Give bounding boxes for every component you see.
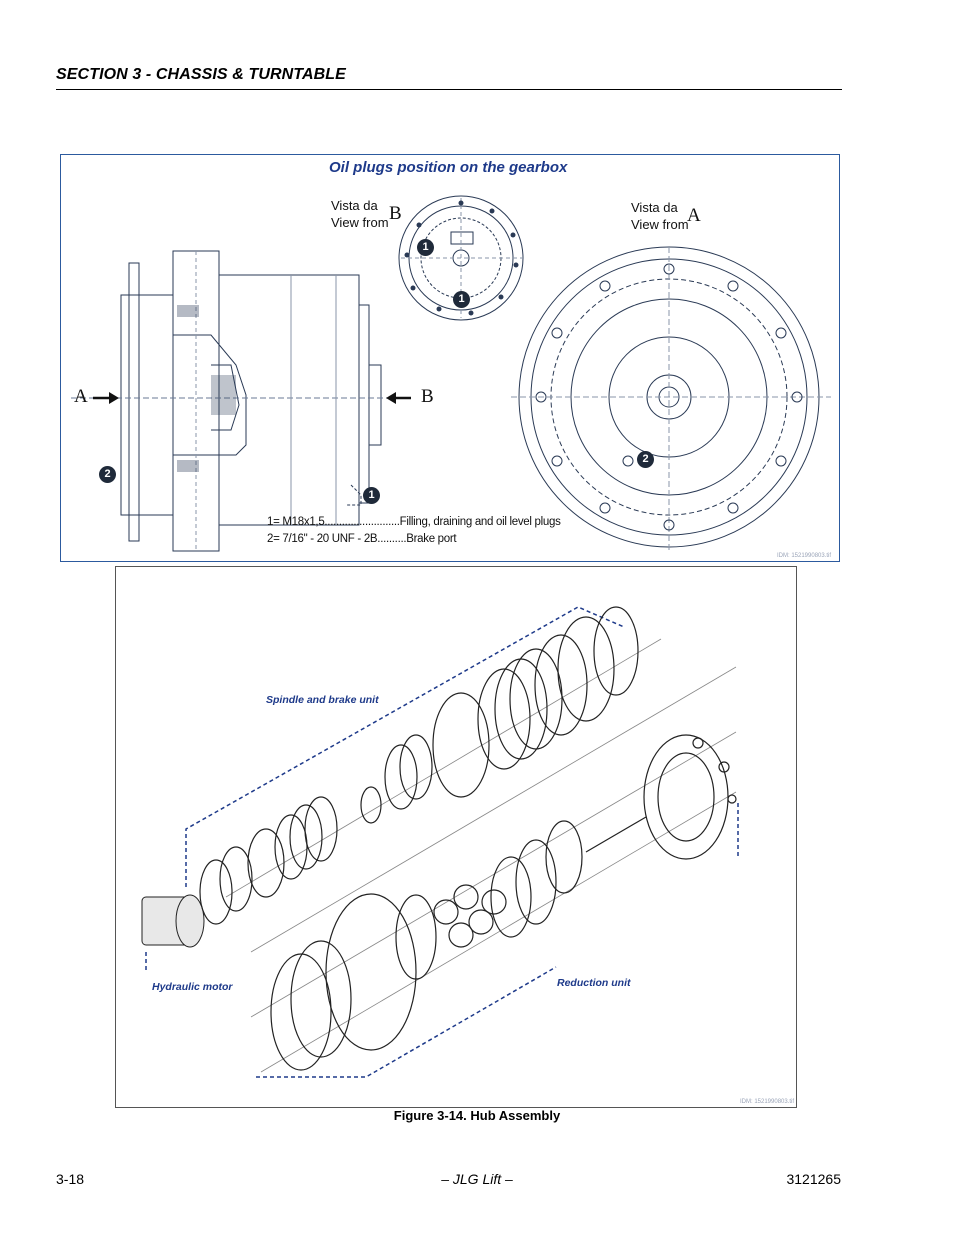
view-a-label xyxy=(631,199,689,233)
footer-brand: – JLG Lift – xyxy=(441,1171,513,1187)
callout-reduction-unit: Reduction unit xyxy=(557,977,631,989)
hub-exploded-drawing xyxy=(116,567,796,1107)
legend-line-1: 1= M18x1,5..........................Filling, draining and oil level plugs xyxy=(267,516,561,528)
view-a-line2: View from xyxy=(631,217,689,232)
section-title: SECTION 3 - CHASSIS & TURNTABLE xyxy=(56,66,346,83)
figure-id: IDM: 1521990803.tif xyxy=(740,1099,795,1105)
oil-plugs-figure xyxy=(60,154,840,562)
header-rule xyxy=(56,89,842,90)
plug-badge-1-top: 1 xyxy=(417,239,434,256)
legend-line-2: 2= 7/16" - 20 UNF - 2B..........Brake port xyxy=(267,533,457,545)
plug-badge-1-side: 1 xyxy=(363,487,380,504)
gearbox-drawing xyxy=(61,155,839,561)
callout-hydraulic-motor: Hydraulic motor xyxy=(152,981,233,993)
view-b-letter: B xyxy=(389,203,402,224)
view-a-line1: Vista da xyxy=(631,200,678,215)
arrow-a-label: A xyxy=(74,386,88,407)
brake-port-badge-2-front: 2 xyxy=(637,451,654,468)
view-b-line2: View from xyxy=(331,215,389,230)
view-b-label xyxy=(331,197,389,231)
brake-port-badge-2-side: 2 xyxy=(99,466,116,483)
view-b-line1: Vista da xyxy=(331,198,378,213)
doc-number: 3121265 xyxy=(786,1171,841,1187)
figure-title: Oil plugs position on the gearbox xyxy=(329,159,568,176)
callout-spindle-brake: Spindle and brake unit xyxy=(266,694,379,706)
view-a-letter: A xyxy=(687,205,701,226)
arrow-b-label: B xyxy=(421,386,434,407)
hub-exploded-view xyxy=(115,566,797,1108)
figure-id: IDM: 1521990803.tif xyxy=(777,553,832,559)
plug-badge-1-bottom: 1 xyxy=(453,291,470,308)
page-number: 3-18 xyxy=(56,1171,85,1187)
figure-caption: Figure 3-14. Hub Assembly xyxy=(393,1108,561,1123)
